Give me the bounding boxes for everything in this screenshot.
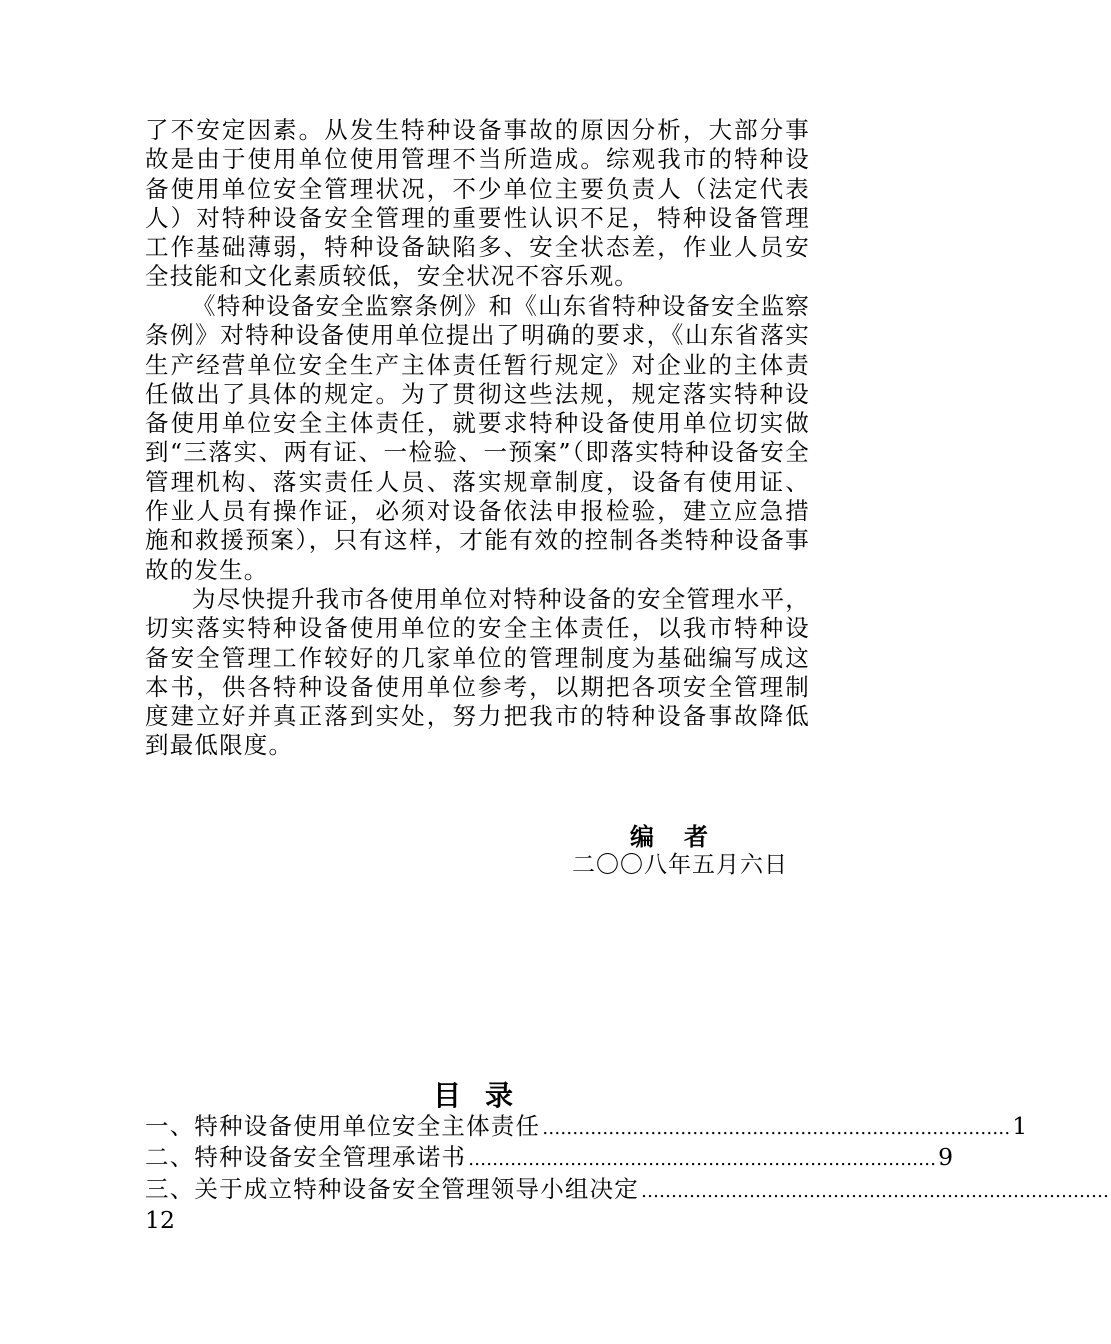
signature-date: 二〇〇八年五月六日 bbox=[572, 852, 788, 878]
author-signature: 编者 bbox=[630, 822, 738, 851]
toc-entry-line bbox=[145, 1174, 1109, 1206]
body-paragraph-1: 了不安定因素。从发生特种设备事故的原因分析，大部分事故是由于使用单位使用管理不当所造成。综观我市的特种设备使用单位安全管理状况，不少单位主要负责人（法定代表人）对特种设备安全管理的重要性认识不足，特种设备管理工作基础薄弱，特种设备缺陷多、安全状态差，作业人员安全技能和文化素质较低，安全状况不容乐观。 bbox=[145, 116, 810, 291]
toc-entry-2[interactable] bbox=[145, 1143, 954, 1174]
toc-entry-label: 一、特种设备使用单位安全主体责任 bbox=[145, 1112, 541, 1140]
toc-entry-3[interactable] bbox=[145, 1174, 1109, 1236]
table-of-contents bbox=[145, 1112, 1109, 1235]
toc-entry-1[interactable] bbox=[145, 1112, 1028, 1143]
toc-entry-label: 三、关于成立特种设备安全管理领导小组决定 bbox=[145, 1174, 639, 1203]
toc-entry-label: 二、特种设备安全管理承诺书 bbox=[145, 1143, 467, 1172]
body-paragraph-2: 《特种设备安全监察条例》和《山东省特种设备安全监察条例》对特种设备使用单位提出了明确的要求，《山东省落实生产经营单位安全生产主体责任暂行规定》对企业的主体责任做出了具体的规定。为了贯彻这些法规，规定落实特种设备使用单位安全主体责任，就要求特种设备使用单位切实做到“三落实、两有证、一检验、一预案”（即落实特种设备安全管理机构、落实责任人员、落实规章制度，设备有使用证、作业人员有操作证，必须对设备依法申报检验，建立应急措施和救援预案），只有这样，才能有效的控制各类特种设备事故的发生。 bbox=[145, 292, 810, 584]
toc-entry-page: 1 bbox=[1012, 1112, 1028, 1140]
toc-title: 目录 bbox=[432, 1079, 537, 1112]
body-paragraph-3: 为尽快提升我市各使用单位对特种设备的安全管理水平，切实落实特种设备使用单位的安全主体责任，以我市特种设备安全管理工作较好的几家单位的管理制度为基础编写成这本书，供各特种设备使用单位参考，以期把各项安全管理制度建立好并真正落到实处，努力把我市的特种设备事故降低到最低限度。 bbox=[145, 585, 810, 760]
toc-leader-dots: …………………………………………………………………… bbox=[641, 1180, 1109, 1202]
toc-leader-dots: …………………………………………………………………… bbox=[468, 1149, 937, 1171]
toc-leader-dots: …………………………………………………………………… bbox=[542, 1118, 1011, 1139]
toc-entry-page: 12 bbox=[145, 1205, 175, 1234]
toc-entry-page: 9 bbox=[938, 1143, 954, 1172]
